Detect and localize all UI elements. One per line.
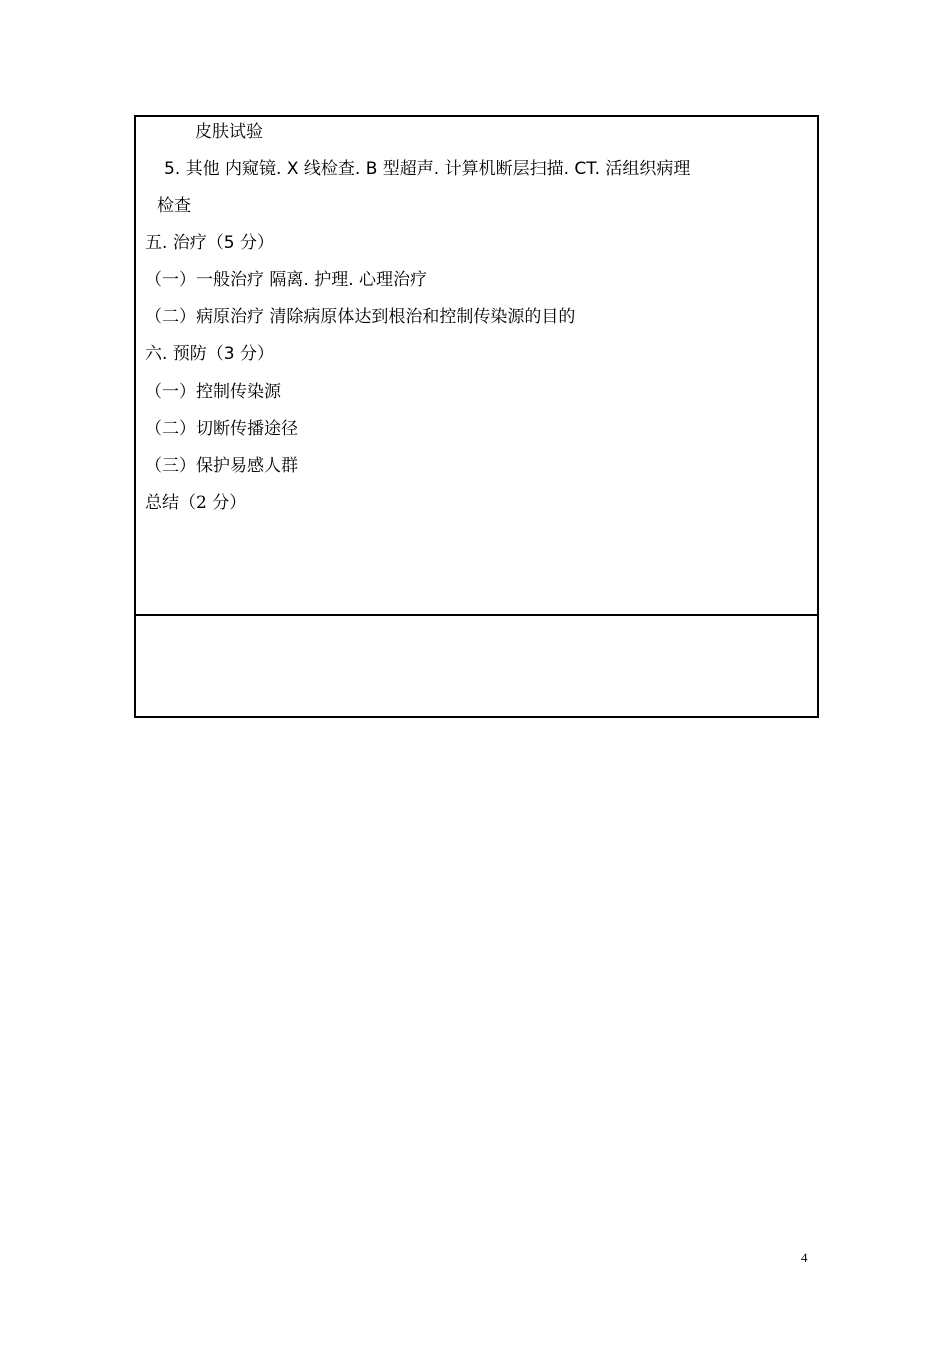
section-heading-summary: 总结（2 分） — [145, 493, 247, 513]
text-line-skin-test: 皮肤试验 — [195, 122, 263, 142]
text-line-control-source: （一）控制传染源 — [145, 382, 281, 402]
section-heading-treatment: 五. 治疗（5 分） — [145, 233, 275, 253]
text-line-general-treatment: （一）一般治疗 隔离. 护理. 心理治疗 — [145, 270, 428, 290]
text-line-pathogen-treatment: （二）病原治疗 清除病原体达到根治和控制传染源的目的 — [145, 307, 576, 327]
text-line-other-exams: 5. 其他 内窥镜. X 线检查. B 型超声. 计算机断层扫描. CT. 活组织病理 — [164, 159, 691, 179]
text-line-protect-susceptible: （三）保护易感人群 — [145, 456, 298, 476]
section-heading-prevention: 六. 预防（3 分） — [145, 344, 275, 364]
empty-footer-box — [134, 614, 819, 718]
page-number: 4 — [801, 1250, 808, 1265]
content-box — [134, 115, 819, 616]
text-line-cut-transmission: （二）切断传播途径 — [145, 419, 298, 439]
text-line-exam-continuation: 检查 — [157, 196, 191, 216]
